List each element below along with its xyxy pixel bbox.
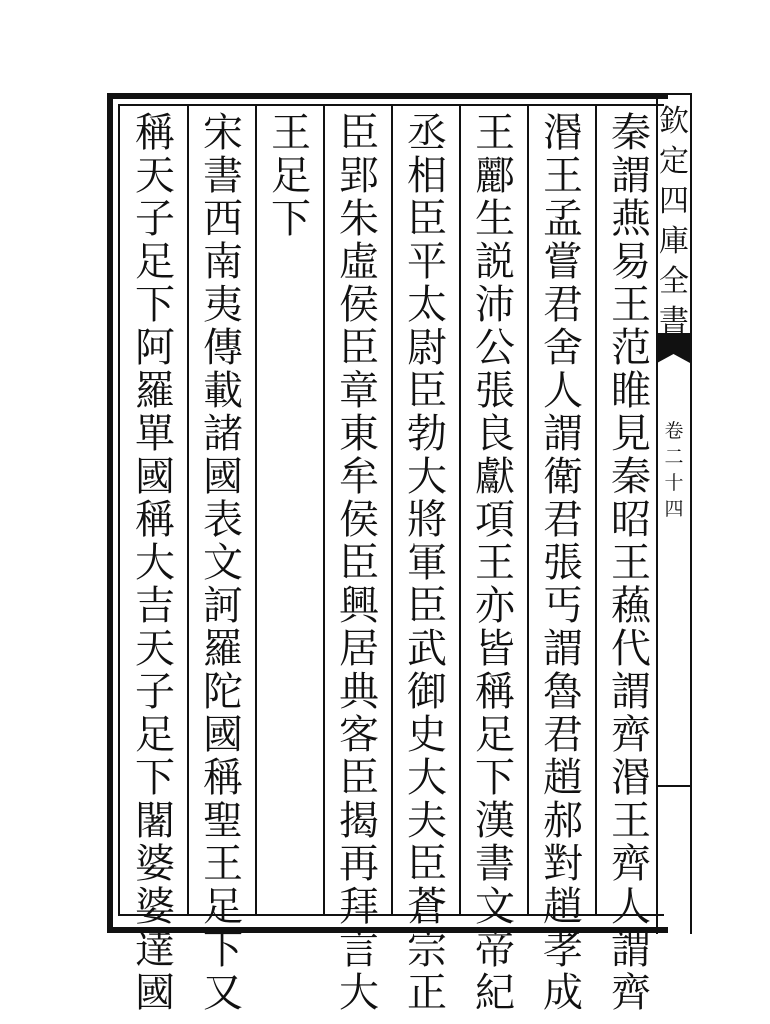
text-column-1: 秦謂燕易王范睢見秦昭王蘓代謂齊湣王齊人謂齊 [611, 110, 651, 1016]
text-column-7: 宋書西南夷傳載諸國表文訶羅陀國稱聖王足下又 [203, 110, 243, 1016]
text-column-8: 稱天子足下阿羅單國稱大吉天子足下闍婆婆達國 [135, 110, 175, 1016]
text-column-2: 湣王孟嘗君舍人謂衛君張丐謂魯君趙郝對趙孝成 [543, 110, 583, 1016]
margin-border-right [690, 93, 692, 934]
margin-top-rule [656, 93, 692, 95]
text-column-5: 臣郢朱虛侯臣章東牟侯臣興居典客臣揭再拜言大 [339, 110, 379, 1016]
margin-volume-number: 卷二十四 [664, 420, 684, 520]
text-column-4: 丞相臣平太尉臣勃大將軍臣武御史大夫臣蒼宗正 [407, 110, 447, 1016]
margin-book-title: 欽定四庫全書 [659, 104, 689, 339]
text-column-6: 王足下 [271, 110, 311, 242]
text-column-3: 王酈生説沛公張良獻項王亦皆稱足下漢書文帝紀 [475, 110, 515, 1016]
